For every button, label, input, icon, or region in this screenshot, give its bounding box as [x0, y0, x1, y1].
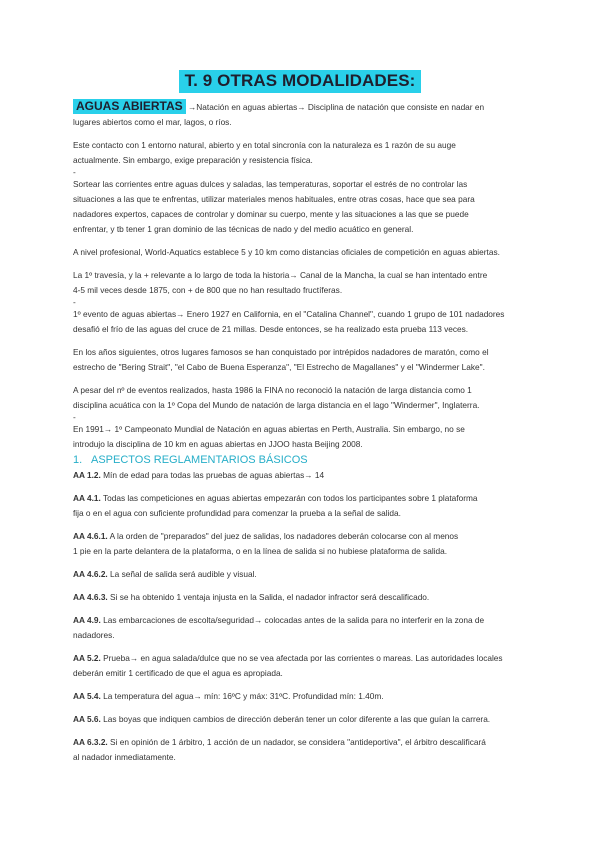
paragraph-1991: En 1991→ 1º Campeonato Mundial de Natación en aguas abiertas en Perth, Australia. Sin embargo, no se introdujo la disciplina de 10 km en aguas abiertas en JJOO hasta Beijing 2008. — [73, 424, 465, 449]
rule-aa-4-1: AA 4.1. Todas las competiciones en aguas abiertas empezarán con todos los participantes sobre 1 plataforma fija o en el agua con suficiente profundidad para comenzar la prueba a la señal de salida. — [73, 493, 478, 518]
paragraph-travesia: La 1º travesía, y la + relevante a lo largo de toda la historia→ Canal de la Mancha, la cual se han intentado entre 4-5 mil veces desde 1875, con + de 800 que no han resultado fructíferas. — [73, 270, 488, 295]
rule-aa-4-9: AA 4.9. Las embarcaciones de escolta/seguridad→ colocadas antes de la salida para no interferir en la zona de nadadores. — [73, 615, 485, 640]
rule-aa-5-6: AA 5.6. Las boyas que indiquen cambios de dirección deberán tener un color diferente a las que guían la carrera. — [73, 714, 491, 724]
rule-code: AA 5.4. — [73, 691, 101, 701]
paragraph-fina: A pesar del nº de eventos realizados, hasta 1986 la FINA no reconoció la natación de larga distancia como 1 disciplina acuática con la 1º Copa del Mundo de natación de larga distancia en el lago "Windermer", Inglaterra. — [73, 385, 480, 410]
rule-aa-1-2: AA 1.2. Mín de edad para todas las pruebas de aguas abiertas→ 14 — [73, 470, 325, 480]
rule-code: AA 4.1. — [73, 493, 101, 503]
page-title: T. 9 OTRAS MODALIDADES: — [179, 70, 422, 93]
paragraph-primer-evento: 1º evento de aguas abiertas→ Enero 1927 en California, en el "Catalina Channel", cuando 1 grupo de 101 nadadores desafió el frío de las aguas del cruce de 21 millas. Desde entonces, se ha realizado esta prueba 113 veces. — [73, 309, 505, 334]
rule-code: AA 6.3.2. — [73, 737, 108, 747]
rule-code: AA 5.2. — [73, 653, 101, 663]
rule-code: AA 4.6.2. — [73, 569, 108, 579]
rule-code: AA 1.2. — [73, 470, 101, 480]
rule-code: AA 4.6.3. — [73, 592, 108, 602]
rule-code: AA 4.6.1. — [73, 531, 108, 541]
rule-aa-5-2: AA 5.2. Prueba→ en agua salada/dulce que no se vea afectada por las corrientes o mareas. Las autoridades locales deberán emitir 1 certificado de que el agua es apropiada. — [73, 653, 503, 678]
intro-definition-line1: →Natación en aguas abiertas→ Disciplina de natación que consiste en nadar en — [187, 102, 485, 112]
separator-dash: - — [73, 167, 76, 177]
paragraph-world-aquatics: A nivel profesional, World-Aquatics establece 5 y 10 km como distancias oficiales de competición en aguas abiertas. — [73, 247, 500, 257]
paragraph-contact: Este contacto con 1 entorno natural, abierto y en total sincronía con la naturaleza es 1 razón de su auge actualmente. Sin embargo, exige preparación y resistencia física. — [73, 140, 456, 165]
paragraph-sortear: Sortear las corrientes entre aguas dulces y saladas, las temperaturas, soportar el estrés de no controlar las situaciones a las que te enfrentas, utilizar materiales menos habituales, entre otras cosas, hace que sea para nadadores expertos, capaces de controlar y dominar su cuerpo, mente y las situaciones a las que se puede enfrentar, y tb tener 1 gran dominio de las técnicas de nado y del medio acuático en general. — [73, 179, 475, 234]
separator-dash: - — [73, 297, 76, 307]
intro-paragraph — [73, 99, 533, 130]
intro-definition-line2: lugares abiertos como el mar, lagos, o ríos. — [73, 117, 232, 127]
rule-aa-4-6-3: AA 4.6.3. Si se ha obtenido 1 ventaja injusta en la Salida, el nadador infractor será descalificado. — [73, 592, 430, 602]
section-heading — [73, 452, 533, 468]
section-number: 1. — [73, 454, 83, 466]
rule-aa-4-6-2: AA 4.6.2. La señal de salida será audible y visual. — [73, 569, 257, 579]
rule-code: AA 5.6. — [73, 714, 101, 724]
rule-aa-5-4: AA 5.4. La temperatura del agua→ mín: 16ºC y máx: 31ºC. Profundidad mín: 1.40m. — [73, 691, 384, 701]
rule-aa-6-3-2: AA 6.3.2. Si en opinión de 1 árbitro, 1 acción de un nadador, se considera "antideportiva", el árbitro descalificará al nadador inmediatamente. — [73, 737, 486, 762]
rule-aa-4-6-1: AA 4.6.1. A la orden de "preparados" del juez de salidas, los nadadores deberán colocarse con al menos 1 pie en la parte delantera de la plataforma, o en la línea de salida si no hubiese plataforma de salida. — [73, 531, 459, 556]
document-body — [73, 99, 533, 765]
section-title: ASPECTOS REGLAMENTARIOS BÁSICOS — [91, 454, 308, 466]
paragraph-anos-siguientes: En los años siguientes, otros lugares famosos se han conquistado por intrépidos nadadores de maratón, como el estrecho de "Bering Strait", "el Cabo de Buena Esperanza", "El Estrecho de Magallanes" y el "Windermer Lake". — [73, 347, 489, 372]
aguas-abiertas-heading: AGUAS ABIERTAS — [73, 99, 186, 114]
rule-code: AA 4.9. — [73, 615, 101, 625]
separator-dash: - — [73, 412, 76, 422]
